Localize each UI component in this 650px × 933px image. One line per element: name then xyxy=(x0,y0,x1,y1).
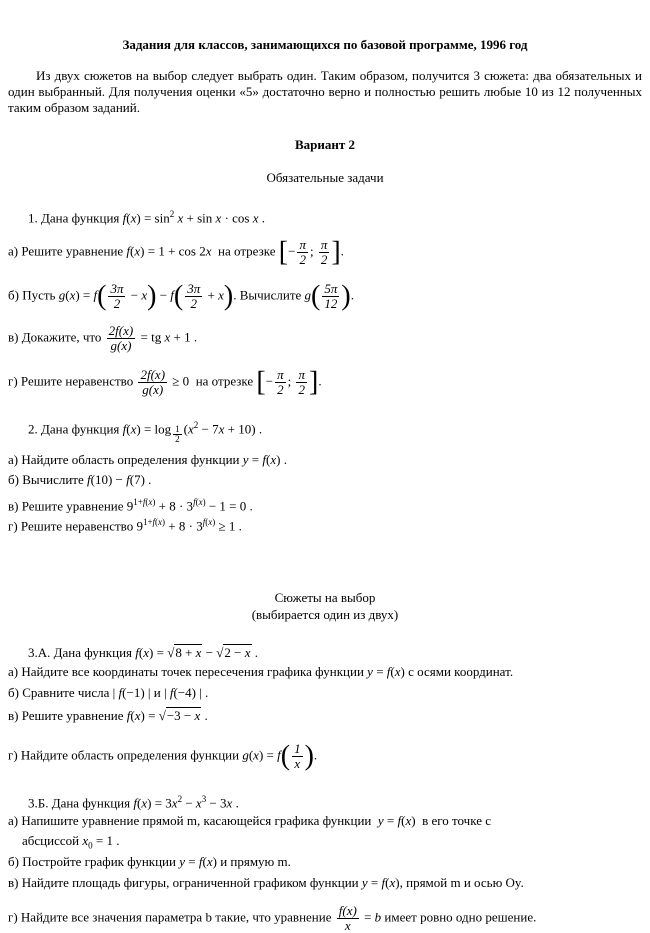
task3b-intro: 3.Б. Дана функция $f(x) = 3x^2 - x^3 - 3x$ . xyxy=(28,794,239,811)
task3a-intro: 3.А. Дана функция f(x) = √8 + x − √2 − x . xyxy=(28,645,259,660)
choice-subheading: (выбирается один из двух) xyxy=(251,607,399,622)
task3a-a: а) Найдите все координаты точек пересечения графика функции y = f(x) с осями координат. xyxy=(8,664,514,679)
page-title: Задания для классов, занимающихся по базовой программе, 1996 год xyxy=(122,37,528,52)
task3b-b: б) Постройте график функции y = f(x) и прямую m. xyxy=(8,854,291,869)
mandatory-heading: Обязательные задачи xyxy=(266,170,384,185)
task1-intro: 1. Дана функция $f(x) = \sin^2 x + \sin x \cdot \cos x$ . xyxy=(28,209,266,226)
task2-d: г) Решите неравенство $9^{1+f(x)} + 8 \cdot 3^{f(x)} \ge 1$ . xyxy=(8,517,242,534)
task1-a: а) Решите уравнение f(x) = 1 + cos 2x на отрезке [− $\frac{\pi}{2}$ ; $\frac{\pi}{2}$ ]. xyxy=(8,236,344,268)
task3b-d: г) Найдите все значения параметра b такие, что уравнение $\frac{f(x)}{x}$ = b имеет ровно одно решение. xyxy=(8,903,537,933)
task2-b: б) Вычислите f(10) − f(7) . xyxy=(8,472,152,487)
task2-intro: 2. Дана функция f(x) = log $_{\frac{1}{2}}$ $(x^2 - 7x + 10)$ . xyxy=(28,420,263,445)
task3a-b: б) Сравните числа | f(−1) | и | f(−4) | . xyxy=(8,685,209,700)
task3a-c: в) Решите уравнение f(x) = √−3 − x . xyxy=(8,708,208,723)
task2-a: а) Найдите область определения функции y = f(x) . xyxy=(8,452,287,467)
task3b-c: в) Найдите площадь фигуры, ограниченной графиком функции y = f(x), прямой m и осью Oy. xyxy=(8,875,524,890)
variant-heading: Вариант 2 xyxy=(294,137,356,152)
task3b-a-line2: абсциссой $x_0 = 1$ . xyxy=(22,833,120,851)
task2-c: в) Решите уравнение $9^{1+f(x)} + 8 \cdot 3^{f(x)} - 1 = 0$ . xyxy=(8,497,253,514)
task1-c: в) Докажите, что $\frac{2f(x)}{g(x)}$ = tg x + 1 . xyxy=(8,323,198,353)
choice-heading: Сюжеты на выбор xyxy=(274,590,376,605)
intro-paragraph: Из двух сюжетов на выбор следует выбрать один. Таким образом, получится 3 сюжета: два обязательных и один выбранный. Для получения оценки «5» достаточно верно и полностью решить любые 10 из 12 полученных таким образом заданий. xyxy=(8,68,642,115)
task1-b: б) Пусть g(x) = f( $\frac{3\pi}{2}$ − x) − f( $\frac{3\pi}{2}$ + x). Вычислите g( $\frac{5\pi}{12}$ ). xyxy=(8,280,354,312)
task3b-a: а) Напишите уравнение прямой m, касающейся графика функции y = f(x) в его точке с xyxy=(8,813,492,828)
task3a-d: г) Найдите область определения функции g(x) = f( $\frac{1}{x}$ ). xyxy=(8,740,318,772)
task1-d: г) Решите неравенство $\frac{2f(x)}{g(x)}$ ≥ 0 на отрезке [− $\frac{\pi}{2}$ ; $\frac{\pi}{2}$ ]. xyxy=(8,366,322,398)
